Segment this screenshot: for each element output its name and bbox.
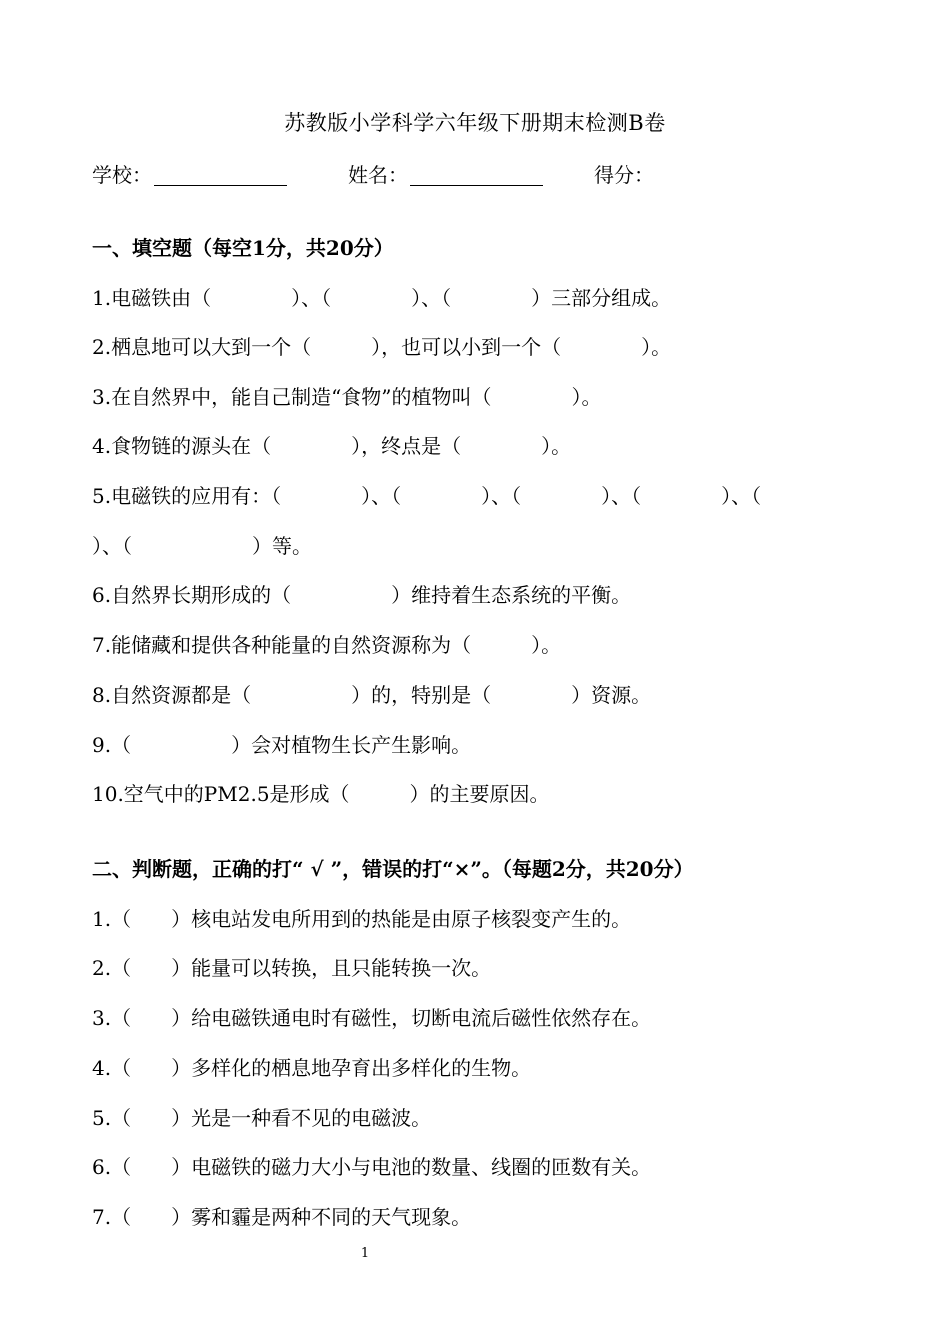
fill-question: 10.空气中的PM2.5是形成（ ）的主要原因。 (92, 782, 550, 806)
judge-question: 1.（ ）核电站发电所用到的热能是由原子核裂变产生的。 (92, 907, 632, 931)
page-title: 苏教版小学科学六年级下册期末检测B卷 (284, 111, 666, 135)
score-label: 得分： (594, 163, 654, 187)
judge-question: 2.（ ）能量可以转换，且只能转换一次。 (92, 956, 492, 980)
fill-question: 5.电磁铁的应用有：（ ）、（ ）、（ ）、（ ）、（ (92, 484, 762, 508)
fill-question: 9.（ ）会对植物生长产生影响。 (92, 733, 472, 757)
judge-question: 7.（ ）雾和霾是两种不同的天气现象。 (92, 1205, 472, 1229)
school-blank[interactable] (154, 161, 287, 186)
judge-question: 6.（ ）电磁铁的磁力大小与电池的数量、线圈的匝数有关。 (92, 1155, 652, 1179)
judge-question: 5.（ ）光是一种看不见的电磁波。 (92, 1106, 432, 1130)
page-number: 1 (360, 1246, 370, 1261)
fill-question: 2.栖息地可以大到一个（ ），也可以小到一个（ ）。 (92, 335, 672, 359)
student-info-row (92, 158, 892, 192)
score-field (594, 158, 654, 192)
fill-question: 8.自然资源都是（ ）的，特别是（ ）资源。 (92, 683, 652, 707)
fill-question-continued: ）、（ ）等。 (92, 534, 312, 558)
fill-question: 3.在自然界中，能自己制造“食物”的植物叫（ ）。 (92, 385, 602, 409)
fill-question: 1.电磁铁由（ ）、（ ）、（ ）三部分组成。 (92, 286, 672, 310)
fill-question: 7.能储藏和提供各种能量的自然资源称为（ ）。 (92, 633, 562, 657)
school-label: 学校： (92, 163, 152, 187)
fill-question: 6.自然界长期形成的（ ）维持着生态系统的平衡。 (92, 583, 632, 607)
fill-question: 4.食物链的源头在（ ），终点是（ ）。 (92, 434, 572, 458)
section1-heading: 一、填空题（每空1分，共20分） (92, 236, 394, 260)
school-field (92, 158, 287, 192)
name-label: 姓名： (348, 163, 408, 187)
name-field (348, 158, 543, 192)
judge-question: 4.（ ）多样化的栖息地孕育出多样化的生物。 (92, 1056, 532, 1080)
judge-question: 3.（ ）给电磁铁通电时有磁性，切断电流后磁性依然存在。 (92, 1006, 652, 1030)
name-blank[interactable] (410, 161, 543, 186)
section2-heading: 二、判断题，正确的打“ √ ”，错误的打“×”。（每题2分，共20分） (92, 857, 694, 881)
